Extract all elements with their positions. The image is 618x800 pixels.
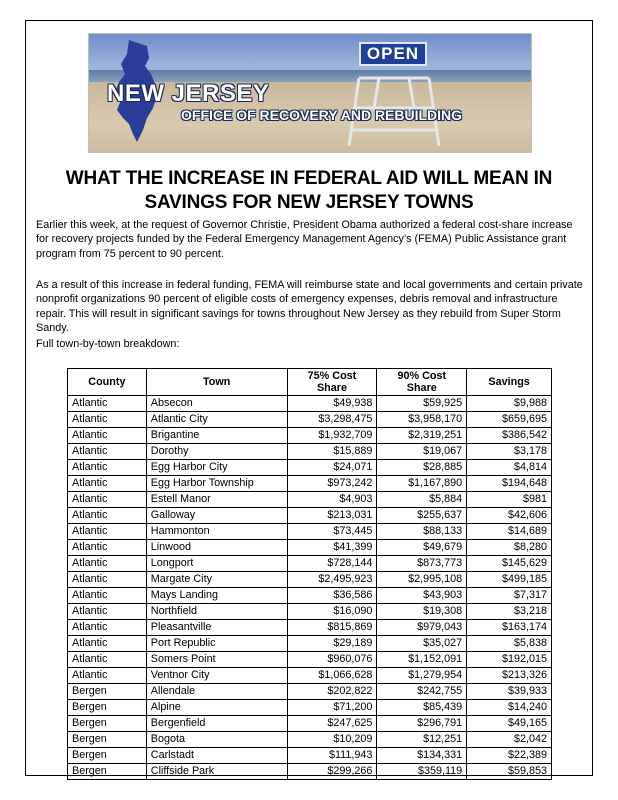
cell-savings: $386,542: [467, 428, 552, 444]
cell-county: Atlantic: [68, 412, 147, 428]
cell-county: Atlantic: [68, 636, 147, 652]
table-header-row: [68, 369, 552, 396]
cell-90-cost-share: $979,043: [377, 620, 467, 636]
table-row: [68, 588, 552, 604]
cell-90-cost-share: $35,027: [377, 636, 467, 652]
cell-90-cost-share: $242,755: [377, 684, 467, 700]
cell-savings: $7,317: [467, 588, 552, 604]
cell-75-cost-share: $815,869: [287, 620, 377, 636]
cell-county: Bergen: [68, 700, 147, 716]
cell-county: Atlantic: [68, 508, 147, 524]
cell-county: Atlantic: [68, 428, 147, 444]
cell-town: Absecon: [146, 396, 287, 412]
cell-county: Bergen: [68, 748, 147, 764]
cell-savings: $499,185: [467, 572, 552, 588]
cell-town: Ventnor City: [146, 668, 287, 684]
cell-savings: $194,648: [467, 476, 552, 492]
table-row: [68, 636, 552, 652]
banner-title-office: OFFICE OF RECOVERY AND REBUILDING: [181, 107, 463, 123]
cell-county: Atlantic: [68, 492, 147, 508]
cell-90-cost-share: $85,439: [377, 700, 467, 716]
page-title: [40, 167, 578, 215]
cell-savings: $145,629: [467, 556, 552, 572]
cell-town: Northfield: [146, 604, 287, 620]
cell-savings: $9,988: [467, 396, 552, 412]
cell-savings: $49,165: [467, 716, 552, 732]
cell-town: Longport: [146, 556, 287, 572]
cell-75-cost-share: $247,625: [287, 716, 377, 732]
cell-90-cost-share: $873,773: [377, 556, 467, 572]
cell-county: Atlantic: [68, 460, 147, 476]
cell-county: Atlantic: [68, 556, 147, 572]
cell-90-cost-share: $12,251: [377, 732, 467, 748]
cell-75-cost-share: $728,144: [287, 556, 377, 572]
cell-town: Pleasantville: [146, 620, 287, 636]
cell-90-cost-share: $255,637: [377, 508, 467, 524]
cell-75-cost-share: $1,932,709: [287, 428, 377, 444]
header-90-cost-share: 90% Cost Share: [377, 369, 467, 396]
header-banner: [88, 33, 532, 153]
cell-75-cost-share: $49,938: [287, 396, 377, 412]
cell-town: Mays Landing: [146, 588, 287, 604]
cell-75-cost-share: $41,399: [287, 540, 377, 556]
cell-savings: $5,838: [467, 636, 552, 652]
page-title-line2: SAVINGS FOR NEW JERSEY TOWNS: [144, 192, 474, 213]
cell-savings: $8,280: [467, 540, 552, 556]
header-town: Town: [146, 369, 287, 396]
cell-town: Linwood: [146, 540, 287, 556]
cell-savings: $3,178: [467, 444, 552, 460]
cell-90-cost-share: $3,958,170: [377, 412, 467, 428]
cell-75-cost-share: $4,903: [287, 492, 377, 508]
cell-town: Bergenfield: [146, 716, 287, 732]
cell-town: Brigantine: [146, 428, 287, 444]
cell-90-cost-share: $19,067: [377, 444, 467, 460]
cell-county: Atlantic: [68, 652, 147, 668]
cell-90-cost-share: $5,884: [377, 492, 467, 508]
header-county: County: [68, 369, 147, 396]
cell-90-cost-share: $1,152,091: [377, 652, 467, 668]
cell-town: Atlantic City: [146, 412, 287, 428]
cell-town: Port Republic: [146, 636, 287, 652]
cell-75-cost-share: $299,266: [287, 764, 377, 780]
cell-town: Dorothy: [146, 444, 287, 460]
lifeguard-chair-icon: [339, 58, 449, 148]
cell-county: Atlantic: [68, 668, 147, 684]
cell-savings: $4,814: [467, 460, 552, 476]
table-row: [68, 444, 552, 460]
cell-savings: $39,933: [467, 684, 552, 700]
cell-75-cost-share: $29,189: [287, 636, 377, 652]
cell-county: Bergen: [68, 764, 147, 780]
cell-75-cost-share: $24,071: [287, 460, 377, 476]
cell-town: Somers Point: [146, 652, 287, 668]
table-row: [68, 764, 552, 780]
page-title-line1: WHAT THE INCREASE IN FEDERAL AID WILL MEAN IN: [65, 168, 553, 189]
cell-75-cost-share: $73,445: [287, 524, 377, 540]
cell-town: Hammonton: [146, 524, 287, 540]
table-row: [68, 620, 552, 636]
cell-75-cost-share: $2,495,923: [287, 572, 377, 588]
table-row: [68, 460, 552, 476]
cell-town: Egg Harbor City: [146, 460, 287, 476]
savings-table: [67, 368, 552, 780]
cell-town: Egg Harbor Township: [146, 476, 287, 492]
cell-75-cost-share: $213,031: [287, 508, 377, 524]
cell-town: Cliffside Park: [146, 764, 287, 780]
cell-savings: $192,015: [467, 652, 552, 668]
table-row: [68, 428, 552, 444]
cell-savings: $42,606: [467, 508, 552, 524]
cell-75-cost-share: $3,298,475: [287, 412, 377, 428]
cell-90-cost-share: $1,279,954: [377, 668, 467, 684]
table-row: [68, 508, 552, 524]
header-75-cost-share: 75% Cost Share: [287, 369, 377, 396]
cell-county: Atlantic: [68, 620, 147, 636]
cell-county: Atlantic: [68, 540, 147, 556]
cell-savings: $3,218: [467, 604, 552, 620]
cell-county: Atlantic: [68, 396, 147, 412]
cell-county: Atlantic: [68, 588, 147, 604]
table-row: [68, 540, 552, 556]
cell-town: Carlstadt: [146, 748, 287, 764]
cell-savings: $659,695: [467, 412, 552, 428]
cell-75-cost-share: $960,076: [287, 652, 377, 668]
breakdown-label: Full town-by-town breakdown:: [36, 338, 180, 350]
cell-savings: $981: [467, 492, 552, 508]
cell-county: Atlantic: [68, 604, 147, 620]
table-row: [68, 396, 552, 412]
result-paragraph: As a result of this increase in federal funding, FEMA will reimburse state and local governments and certain private nonprofit organizations 90 percent of eligible costs of emergency expenses, debris removal and infrastructure repair. This will result in significant savings for towns throughout New Jersey as they rebuild from Super Storm Sandy.: [36, 279, 583, 335]
table-row: [68, 556, 552, 572]
table-row: [68, 412, 552, 428]
cell-savings: $59,853: [467, 764, 552, 780]
table-row: [68, 684, 552, 700]
cell-savings: $22,389: [467, 748, 552, 764]
table-row: [68, 700, 552, 716]
table-row: [68, 716, 552, 732]
cell-town: Galloway: [146, 508, 287, 524]
table-row: [68, 492, 552, 508]
table-row: [68, 652, 552, 668]
cell-county: Bergen: [68, 716, 147, 732]
cell-90-cost-share: $43,903: [377, 588, 467, 604]
cell-90-cost-share: $296,791: [377, 716, 467, 732]
cell-75-cost-share: $16,090: [287, 604, 377, 620]
cell-75-cost-share: $36,586: [287, 588, 377, 604]
cell-savings: $14,689: [467, 524, 552, 540]
table-row: [68, 572, 552, 588]
cell-90-cost-share: $359,119: [377, 764, 467, 780]
cell-90-cost-share: $59,925: [377, 396, 467, 412]
cell-90-cost-share: $2,319,251: [377, 428, 467, 444]
table-row: [68, 668, 552, 684]
cell-75-cost-share: $10,209: [287, 732, 377, 748]
cell-town: Alpine: [146, 700, 287, 716]
cell-90-cost-share: $19,308: [377, 604, 467, 620]
cell-90-cost-share: $88,133: [377, 524, 467, 540]
cell-county: Atlantic: [68, 572, 147, 588]
cell-90-cost-share: $49,679: [377, 540, 467, 556]
cell-savings: $14,240: [467, 700, 552, 716]
cell-town: Allendale: [146, 684, 287, 700]
cell-county: Bergen: [68, 732, 147, 748]
table-row: [68, 476, 552, 492]
cell-90-cost-share: $134,331: [377, 748, 467, 764]
cell-county: Atlantic: [68, 444, 147, 460]
cell-town: Margate City: [146, 572, 287, 588]
cell-90-cost-share: $28,885: [377, 460, 467, 476]
cell-town: Estell Manor: [146, 492, 287, 508]
cell-75-cost-share: $202,822: [287, 684, 377, 700]
cell-savings: $2,042: [467, 732, 552, 748]
cell-90-cost-share: $1,167,890: [377, 476, 467, 492]
cell-75-cost-share: $15,889: [287, 444, 377, 460]
table-row: [68, 604, 552, 620]
cell-county: Atlantic: [68, 524, 147, 540]
cell-county: Atlantic: [68, 476, 147, 492]
cell-75-cost-share: $71,200: [287, 700, 377, 716]
table-body: [68, 396, 552, 780]
banner-title-new-jersey: NEW JERSEY: [107, 80, 270, 107]
intro-paragraph: Earlier this week, at the request of Governor Christie, President Obama authorized a federal cost-share increase for recovery projects funded by the Federal Emergency Management Agency’s (FEMA) Public Assistance grant program from 75 percent to 90 percent.: [36, 219, 573, 260]
table-row: [68, 748, 552, 764]
cell-75-cost-share: $1,066,628: [287, 668, 377, 684]
cell-savings: $213,326: [467, 668, 552, 684]
table-row: [68, 524, 552, 540]
header-savings: Savings: [467, 369, 552, 396]
table-row: [68, 732, 552, 748]
cell-town: Bogota: [146, 732, 287, 748]
cell-county: Bergen: [68, 684, 147, 700]
cell-75-cost-share: $973,242: [287, 476, 377, 492]
cell-savings: $163,174: [467, 620, 552, 636]
open-sign: OPEN: [359, 42, 427, 66]
cell-75-cost-share: $111,943: [287, 748, 377, 764]
cell-90-cost-share: $2,995,108: [377, 572, 467, 588]
